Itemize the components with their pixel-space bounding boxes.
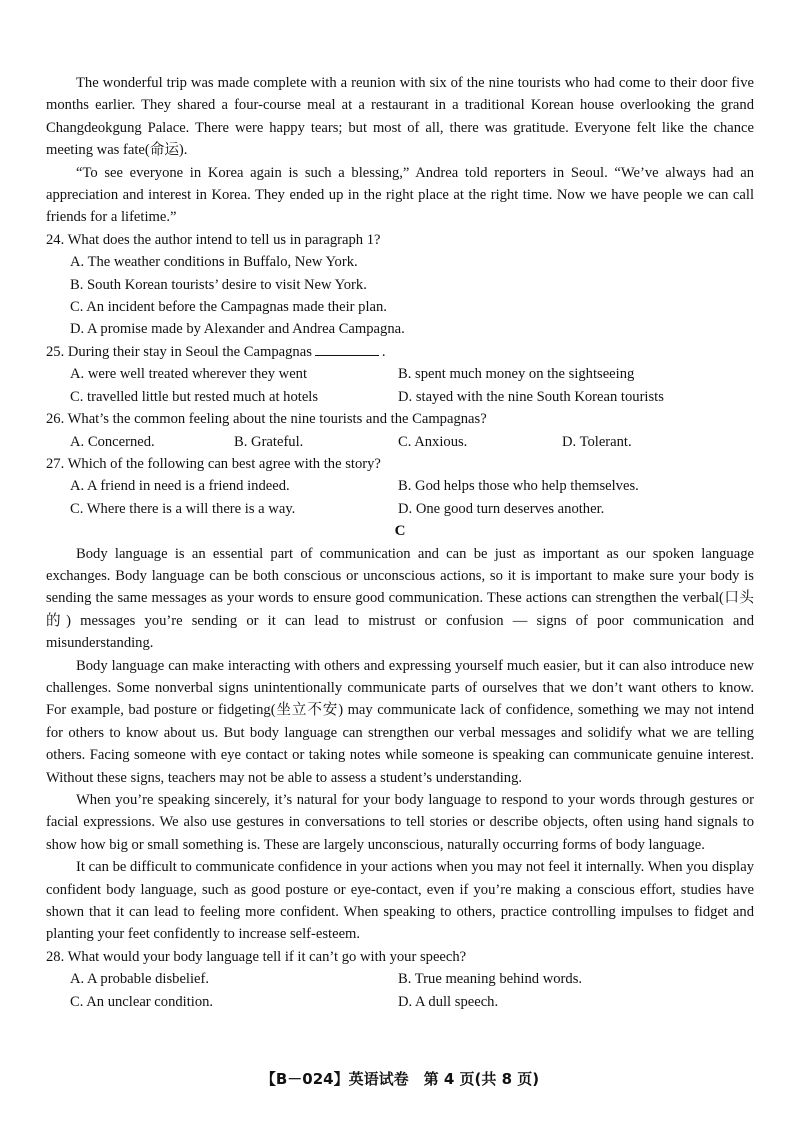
passage-paragraph: Body language can make interacting with others and expressing yourself much easier, but it can also introduce new challenges. Some nonverbal signs unintentionally communicate parts of ourselves that we don’t want others to know. For example, bad posture or fidgeting(坐立不安) may communicate lack of confidence, something we may not intend for others to know about us. But body language can strengthen our verbal messages and solidify what we are telling others. Facing someone with eye contact or taking notes while someone is speaking can communicate genuine interest. Without these signs, teachers may not be able to assess a student’s understanding. (46, 657, 754, 786)
option-a[interactable]: A. Concerned. (70, 433, 155, 450)
option-row (46, 386, 754, 408)
option-a[interactable]: A. A friend in need is a friend indeed. (70, 478, 290, 495)
question-stem (46, 341, 754, 363)
option-b[interactable]: B. Grateful. (234, 433, 304, 450)
question-stem-end: . (381, 343, 386, 360)
option-d[interactable]: D. stayed with the nine South Korean tourists (398, 388, 664, 405)
question-stem-text: 25. During their stay in Seoul the Campagnas (46, 343, 312, 360)
option-c[interactable]: C. Anxious. (398, 433, 468, 450)
question-26 (46, 408, 754, 453)
option-row (46, 968, 754, 990)
passage-paragraph: When you’re speaking sincerely, it’s natural for your body language to respond to your words through gestures or facial expressions. We also use gestures in conversations to tell stories or describe objects, often using hand signals to show how big or small something is. These are largely unconscious, naturally occurring forms of body language. (46, 792, 754, 853)
option-a[interactable]: A. The weather conditions in Buffalo, New York. (70, 254, 358, 271)
question-stem: 28. What would your body language tell if it can’t go with your speech? (46, 948, 467, 965)
question-stem: 26. What’s the common feeling about the nine tourists and the Campagnas? (46, 411, 487, 428)
question-27 (46, 453, 754, 520)
question-stem: 27. Which of the following can best agree with the story? (46, 455, 381, 472)
option-c[interactable]: C. An incident before the Campagnas made their plan. (70, 299, 387, 316)
option-a[interactable]: A. were well treated wherever they went (70, 366, 308, 383)
passage-paragraph: It can be difficult to communicate confidence in your actions when you may not feel it internally. When you display confident body language, such as good posture or eye-contact, even if you’re making a conscious effort, studies have shown that it can lead to feeling more confident. When speaking to others, practice controlling impulses to fidget and planting your feet confidently to increase self-esteem. (46, 859, 754, 943)
passage-paragraph: “To see everyone in Korea again is such a blessing,” Andrea told reporters in Seoul. “We’ve always had an appreciation and interest in Korea. They ended up in the right place at the right time. Now we have people we can call friends for a lifetime.” (46, 164, 754, 226)
option-c[interactable]: C. Where there is a will there is a way. (70, 500, 296, 517)
option-row (46, 991, 754, 1013)
option-row (46, 363, 754, 385)
question-25 (46, 341, 754, 408)
option-row (46, 498, 754, 520)
option-c[interactable]: C. An unclear condition. (70, 993, 214, 1010)
question-stem: 24. What does the author intend to tell us in paragraph 1? (46, 231, 381, 248)
option-b[interactable]: B. True meaning behind words. (398, 971, 583, 988)
option-row (46, 475, 754, 497)
option-d[interactable]: D. A promise made by Alexander and Andrea Campagna. (70, 321, 405, 338)
option-d[interactable]: D. One good turn deserves another. (398, 500, 605, 517)
answer-blank (315, 341, 379, 356)
option-b[interactable]: B. South Korean tourists’ desire to visit New York. (70, 276, 367, 293)
passage-paragraph: The wonderful trip was made complete with a reunion with six of the nine tourists who had come to their door five months earlier. They shared a four-course meal at a restaurant in a traditional Korean house overlooking the grand Changdeokgung Palace. There were happy tears; but most of all, there was gratitude. Everyone felt like the chance meeting was fate(命运). (46, 75, 754, 159)
option-d[interactable]: D. Tolerant. (562, 433, 632, 450)
option-b[interactable]: B. spent much money on the sightseeing (398, 366, 635, 383)
question-24 (46, 229, 754, 341)
passage-paragraph: Body language is an essential part of communication and can be just as important as our spoken language exchanges. Body language can be both conscious or unconscious actions, so it is important to make sure your body is sending the same messages as your words to ensure good communication. These actions can strengthen the verbal(口头的) messages you’re sending or it can lead to mistrust or confusion — signs of poor communication and misunderstanding. (46, 545, 754, 652)
option-a[interactable]: A. A probable disbelief. (70, 971, 210, 988)
exam-page (46, 72, 754, 1013)
option-c[interactable]: C. travelled little but rested much at hotels (70, 388, 319, 405)
option-row (46, 431, 754, 453)
option-b[interactable]: B. God helps those who help themselves. (398, 478, 639, 495)
section-heading: C (394, 523, 406, 540)
question-28 (46, 946, 754, 1013)
option-d[interactable]: D. A dull speech. (398, 993, 499, 1010)
page-footer: 【B－024】英语试卷 第 4 页(共 8 页) (260, 1070, 540, 1088)
